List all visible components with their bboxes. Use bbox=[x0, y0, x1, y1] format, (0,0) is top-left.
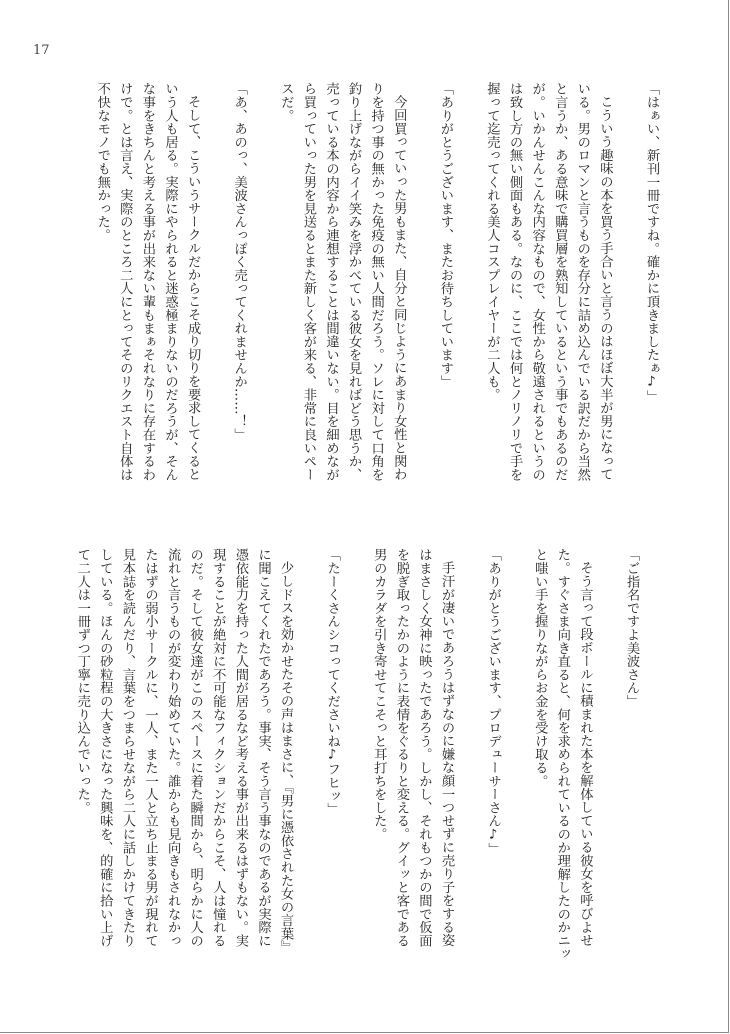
text-line: そして、こういうサークルだからこそ成り切りを要求してくると bbox=[185, 95, 201, 481]
text-line: 現することが絶対に不可能なフィクションだからこそ、人は憧れる bbox=[210, 548, 226, 947]
text-line: けで。とは言え、実際のところ二人にとってそのリクエスト自体は bbox=[117, 82, 133, 481]
text-line: 少しドスを効かせたその声はまさに、『男に憑依された女の言葉』 bbox=[278, 561, 294, 954]
text-line: 「あ、あのっ、美波さんっぽく売ってくれませんか……！」 bbox=[231, 82, 247, 442]
page-number: 17 bbox=[33, 43, 50, 58]
text-line: に聞こえてくれたであろう。事実、そう言う事なのであるが実際に bbox=[255, 548, 271, 947]
text-line: 釣り上げながらイイ笑みを浮かべている彼女を見ればどう思うか、 bbox=[346, 82, 362, 481]
text-line: ら買っていった男を見送るとまた新しく客が来る、非常に良いペー bbox=[300, 82, 316, 481]
text-line: と嗤い手を握りながらお金を受け取る。 bbox=[532, 548, 548, 788]
text-line: は致し方の無い側面もある。なのに、ここでは何とノリノリで手を bbox=[507, 82, 523, 481]
text-line: 不快なモノでも無かった。 bbox=[94, 82, 110, 242]
text-line: 「たーくさんシコってくださいね♪フヒッ」 bbox=[324, 548, 340, 816]
text-line: 握って迄売ってくれる美人コスプレイヤーが二人も。 bbox=[484, 82, 500, 402]
text-line: 見本誌を読んだり、言葉をつまらせながら二人に話しかけてきたり bbox=[119, 548, 135, 947]
upper-text-block bbox=[90, 82, 662, 481]
text-line: たはずの弱小サークルに、一人、また一人と立ち止まる男が現れて bbox=[142, 548, 158, 947]
dialogue bbox=[639, 82, 662, 403]
lower-text-block bbox=[70, 548, 642, 960]
text-line: と言うか、ある意味で購買層を熟知しているという事でもあるのだ bbox=[552, 82, 568, 481]
text-line: そう言って段ボールに積まれた本を解体している彼女を呼びよせ bbox=[577, 561, 593, 947]
dialogue bbox=[227, 82, 250, 441]
text-line: 今回買っていった男もまた、自分と同じようにあまり女性と関わ bbox=[391, 95, 407, 481]
text-line: な事をきちんと考える事が出来ない輩もまぁそれなりに存在するわ bbox=[139, 82, 155, 481]
dialogue bbox=[481, 548, 504, 856]
narration-paragraph bbox=[70, 548, 296, 954]
narration-paragraph bbox=[90, 82, 203, 481]
text-line: いる。男のロマンと言うものを存分に詰め込んでいる訳だから当然 bbox=[574, 82, 590, 481]
text-line: のだ。そして彼女達がこのスペースに着た瞬間から、明らかに人の bbox=[187, 548, 203, 947]
text-line: 手汗が凄いであろうはずなのに嫌な顔一つせずに売り子をする姿 bbox=[439, 561, 455, 947]
dialogue bbox=[619, 548, 642, 708]
text-line: はまさしく女神に映ったであろう。しかし、それもつかの間で仮面 bbox=[416, 548, 432, 947]
text-line: た。すぐさま向き直ると、何を求められているのか理解したのかニッ bbox=[554, 548, 570, 961]
text-line: 憑依能力を持った人間が居るなど考える事が出来るはずもない。実 bbox=[232, 548, 248, 947]
text-line: 「ありがとうございます、プロデューサーさん♪」 bbox=[485, 548, 501, 856]
text-line: て二人は一冊ずつ丁寧に売り込んでいった。 bbox=[74, 548, 90, 814]
text-line: りを持つ事の無かった免疫の無い人間だろう。ソレに対して口角を bbox=[368, 82, 384, 481]
text-line: いう人も居る。実際にやられると迷惑極まりないのだろうが、そん bbox=[162, 82, 178, 481]
text-line: している。ほんの砂粒程の大きさになった興味を、的確に拾い上げ bbox=[97, 548, 113, 947]
narration-paragraph bbox=[528, 548, 596, 960]
narration-paragraph bbox=[274, 82, 410, 481]
text-line: 売っている本の内容から連想することは間違いない。目を細めなが bbox=[323, 82, 339, 481]
narration-paragraph bbox=[480, 82, 616, 481]
text-line: 男のカラダを引き寄せてこそっと耳打ちをした。 bbox=[371, 548, 387, 841]
text-line: 「はぁい、新刊一冊ですね。確かに頂きましたぁ♪」 bbox=[644, 82, 659, 403]
text-line: 「ありがとうございます、またお待ちしています」 bbox=[437, 82, 453, 388]
dialogue bbox=[433, 82, 456, 388]
narration-paragraph bbox=[367, 548, 457, 947]
text-line: 「ご指名ですよ美波さん」 bbox=[624, 548, 639, 708]
text-line: こういう趣味の本を買う手合いと言うのはほぼ大半が男になって bbox=[597, 95, 613, 481]
text-line: スだ。 bbox=[278, 82, 294, 122]
dialogue bbox=[320, 548, 343, 816]
text-line: 流れと言うものが変わり始めていた。誰からも見向きもされなかっ bbox=[165, 548, 181, 947]
text-line: を脱ぎ取ったかのように表情をぐるりと変える。グイッと客である bbox=[393, 548, 409, 947]
text-line: が。いかんせんこんな内容なもので、女性から敬遠されるというの bbox=[529, 82, 545, 481]
